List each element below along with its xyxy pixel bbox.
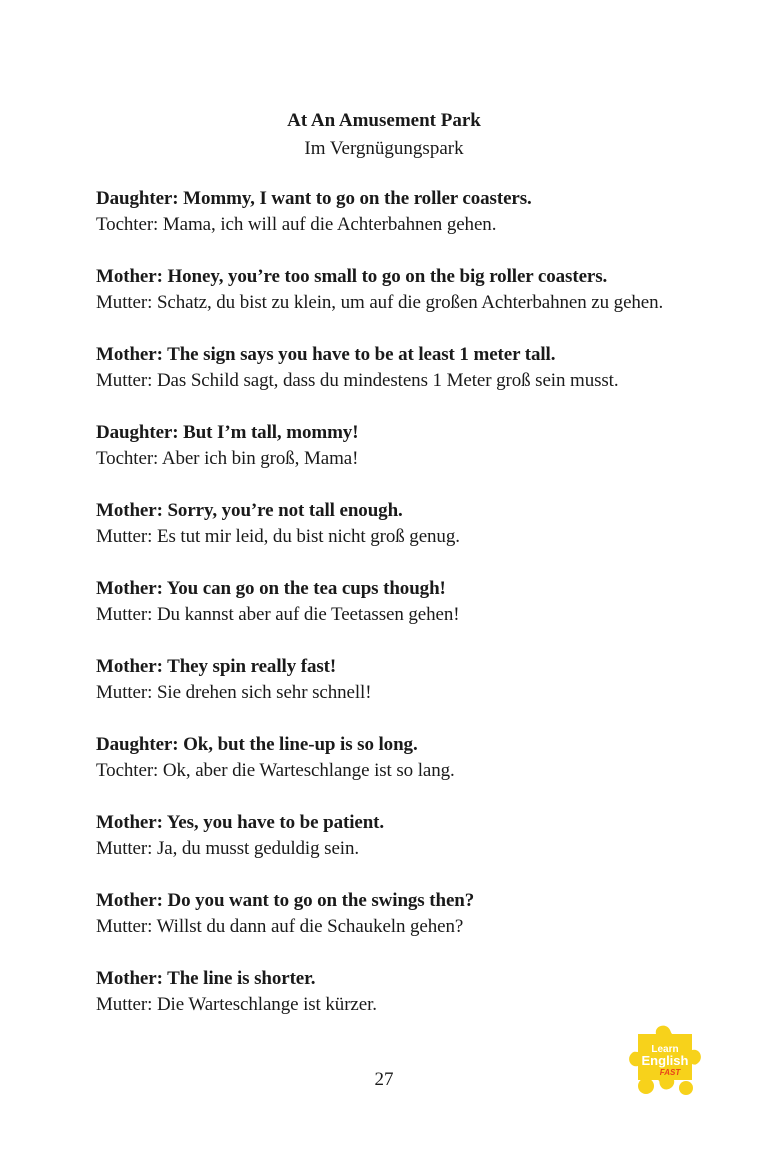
german-line: Mutter: Die Warteschlange ist kürzer. (96, 994, 377, 1015)
dialogue-entry (96, 419, 676, 472)
dialogue-list (96, 185, 676, 1043)
dialogue-entry (96, 497, 676, 550)
logo-fast-text: FAST (659, 1068, 681, 1077)
english-line: Mother: They spin really fast! (96, 656, 337, 677)
dialogue-entry (96, 809, 676, 862)
english-line: Mother: The line is shorter. (96, 968, 316, 989)
dialogue-entry (96, 653, 676, 706)
page-subtitle: Im Vergnügungspark (304, 138, 464, 159)
dialogue-entry (96, 887, 676, 940)
english-line: Daughter: But I’m tall, mommy! (96, 422, 359, 443)
german-line: Mutter: Willst du dann auf die Schaukeln gehen? (96, 916, 464, 937)
german-line: Tochter: Mama, ich will auf die Achterbahnen gehen. (96, 214, 497, 235)
english-line: Mother: You can go on the tea cups though! (96, 578, 446, 599)
english-line: Mother: The sign says you have to be at least 1 meter tall. (96, 344, 556, 365)
german-line: Mutter: Schatz, du bist zu klein, um auf die großen Achterbahnen zu gehen. (96, 292, 664, 313)
german-line: Mutter: Das Schild sagt, dass du mindestens 1 Meter groß sein musst. (96, 370, 619, 391)
english-line: Mother: Do you want to go on the swings then? (96, 890, 475, 911)
german-line: Mutter: Du kannst aber auf die Teetassen gehen! (96, 604, 460, 625)
dialogue-entry (96, 731, 676, 784)
dialogue-entry (96, 575, 676, 628)
page-number: 27 (374, 1069, 394, 1090)
dialogue-entry (96, 185, 676, 238)
learn-english-fast-logo (624, 1022, 708, 1100)
german-line: Mutter: Es tut mir leid, du bist nicht groß genug. (96, 526, 460, 547)
german-line: Mutter: Sie drehen sich sehr schnell! (96, 682, 372, 703)
logo-learn-text: Learn (651, 1044, 679, 1055)
dialogue-entry (96, 341, 676, 394)
english-line: Mother: Honey, you’re too small to go on the big roller coasters. (96, 266, 608, 287)
page-title: At An Amusement Park (287, 110, 481, 131)
german-line: Tochter: Ok, aber die Warteschlange ist so lang. (96, 760, 455, 781)
english-line: Daughter: Ok, but the line-up is so long. (96, 734, 418, 755)
dialogue-entry (96, 263, 676, 316)
logo-english-text: English (641, 1053, 689, 1068)
german-line: Tochter: Aber ich bin groß, Mama! (96, 448, 359, 469)
german-line: Mutter: Ja, du musst geduldig sein. (96, 838, 360, 859)
english-line: Daughter: Mommy, I want to go on the roller coasters. (96, 188, 532, 209)
english-line: Mother: Yes, you have to be patient. (96, 812, 385, 833)
dialogue-entry (96, 965, 676, 1018)
english-line: Mother: Sorry, you’re not tall enough. (96, 500, 403, 521)
